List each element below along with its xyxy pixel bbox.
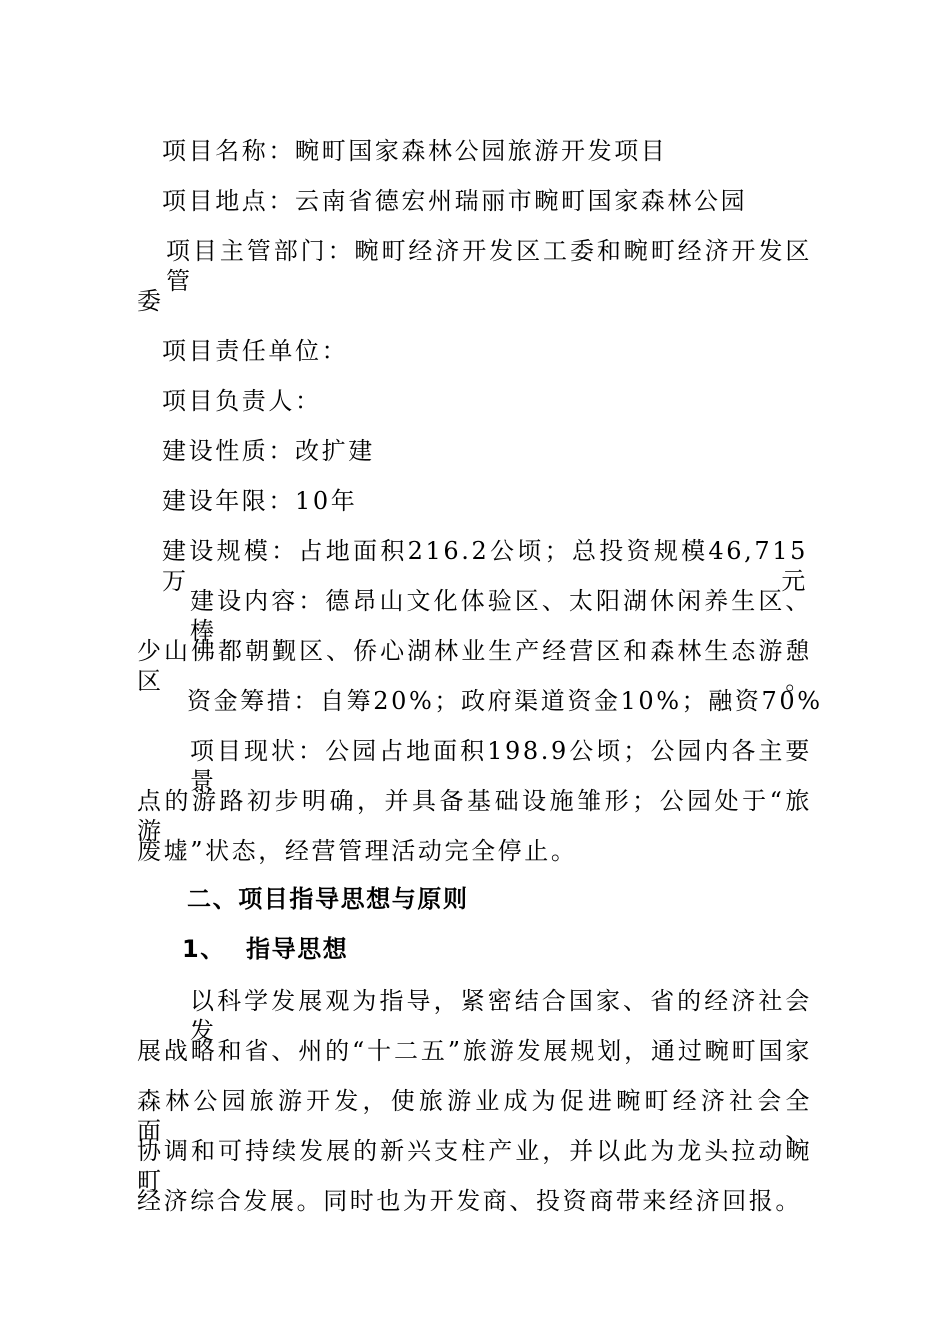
guide-line-3: 森林公园旅游开发，使旅游业成为促进畹町经济社会全面、 <box>137 1087 812 1145</box>
section-heading: 二、项目指导思想与原则 <box>187 885 469 913</box>
funding-line: 资金筹措：自筹20%；政府渠道资金10%；融资70% <box>187 687 823 715</box>
status-line-2: 点的游路初步明确，并具备基础设施雏形；公园处于“旅游 <box>137 787 812 845</box>
content-line-2: 少山佛都朝觐区、侨心湖林业生产经营区和森林生态游憩区。 <box>137 637 812 695</box>
construction-nature-line: 建设性质：改扩建 <box>162 437 375 465</box>
status-line-1: 项目现状：公园占地面积198.9公顷；公园内各主要景 <box>190 737 812 795</box>
project-name-line: 项目名称：畹町国家森林公园旅游开发项目 <box>162 137 668 165</box>
authority-line-1: 项目主管部门：畹町经济开发区工委和畹町经济开发区管 <box>166 237 812 295</box>
guide-line-2: 展战略和省、州的“十二五”旅游发展规划，通过畹町国家 <box>137 1037 812 1065</box>
guide-line-4: 协调和可持续发展的新兴支柱产业，并以此为龙头拉动畹町 <box>137 1137 812 1195</box>
construction-scale-line: 建设规模：占地面积216.2公顷；总投资规模46,715万元 <box>162 537 808 595</box>
subsection-number: 1、 <box>182 935 226 963</box>
content-line-1: 建设内容：德昂山文化体验区、太阳湖休闲养生区、棒 <box>190 587 812 645</box>
subsection-title: 指导思想 <box>246 935 349 963</box>
project-leader-line: 项目负责人： <box>162 387 322 415</box>
authority-line-2: 委 <box>137 287 164 315</box>
guide-line-5: 经济综合发展。同时也为开发商、投资商带来经济回报。 <box>137 1187 802 1215</box>
guide-line-1: 以科学发展观为指导，紧密结合国家、省的经济社会发 <box>190 987 812 1045</box>
project-location-line: 项目地点：云南省德宏州瑞丽市畹町国家森林公园 <box>162 187 748 215</box>
status-line-3: 废墟”状态，经营管理活动完全停止。 <box>137 837 578 865</box>
construction-period-line: 建设年限：10年 <box>162 487 358 515</box>
responsible-unit-line: 项目责任单位： <box>162 337 349 365</box>
